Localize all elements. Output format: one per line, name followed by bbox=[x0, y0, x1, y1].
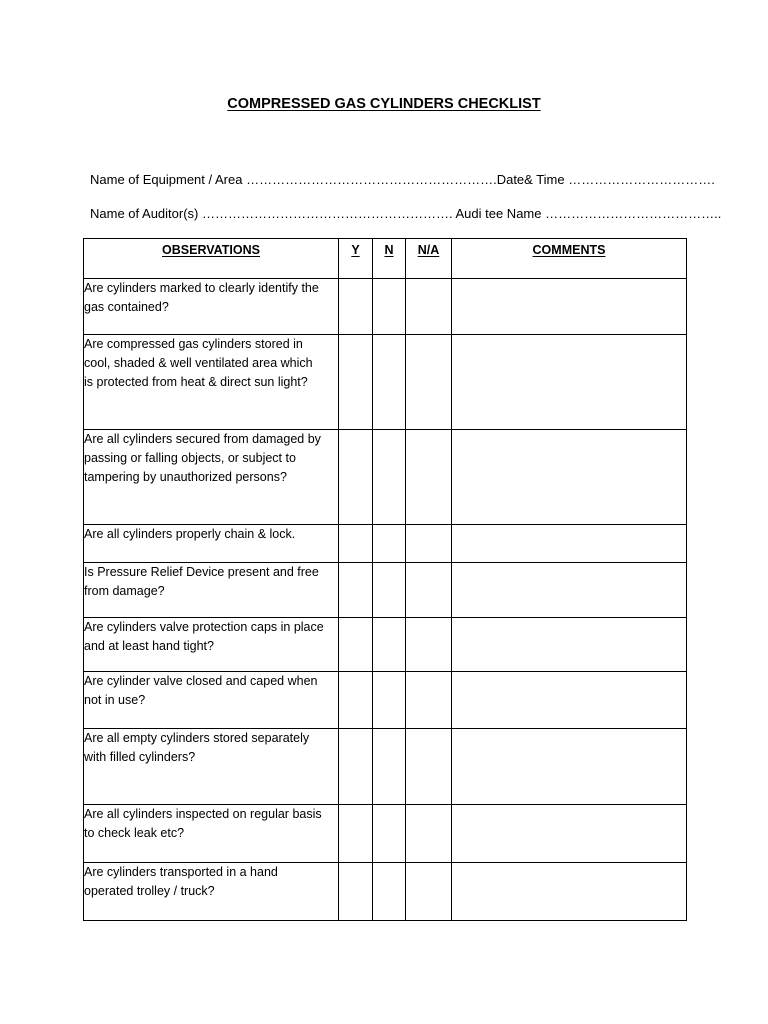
comments-cell[interactable] bbox=[452, 618, 687, 672]
table-row bbox=[84, 525, 687, 563]
table-row bbox=[84, 618, 687, 672]
y-check-cell[interactable] bbox=[339, 430, 373, 525]
observation-cell: Is Pressure Relief Device present and free from damage? bbox=[84, 563, 339, 618]
table-row bbox=[84, 335, 687, 430]
document-title-text: COMPRESSED GAS CYLINDERS CHECKLIST bbox=[227, 96, 541, 112]
header-row bbox=[84, 239, 687, 279]
header-observations: OBSERVATIONS bbox=[84, 239, 339, 279]
observation-cell: Are all cylinders secured from damaged by passing or falling objects, or subject to tampering by unauthorized persons? bbox=[84, 430, 339, 525]
comments-cell[interactable] bbox=[452, 805, 687, 863]
observation-cell: Are all cylinders inspected on regular basis to check leak etc? bbox=[84, 805, 339, 863]
auditor-auditee-line: Name of Auditor(s) …………………………………………………. Audi tee Name ………………………………….. bbox=[90, 206, 722, 221]
header-y: Y bbox=[339, 239, 373, 279]
na-check-cell[interactable] bbox=[406, 672, 452, 729]
observation-cell: Are cylinders transported in a hand operated trolley / truck? bbox=[84, 863, 339, 921]
n-check-cell[interactable] bbox=[373, 805, 406, 863]
n-check-cell[interactable] bbox=[373, 863, 406, 921]
y-check-cell[interactable] bbox=[339, 563, 373, 618]
observation-cell: Are all cylinders properly chain & lock. bbox=[84, 525, 339, 563]
table-row bbox=[84, 430, 687, 525]
y-check-cell[interactable] bbox=[339, 618, 373, 672]
comments-cell[interactable] bbox=[452, 430, 687, 525]
table-row bbox=[84, 563, 687, 618]
n-check-cell[interactable] bbox=[373, 563, 406, 618]
n-check-cell[interactable] bbox=[373, 672, 406, 729]
n-check-cell[interactable] bbox=[373, 279, 406, 335]
y-check-cell[interactable] bbox=[339, 729, 373, 805]
na-check-cell[interactable] bbox=[406, 563, 452, 618]
table-row bbox=[84, 672, 687, 729]
header-na: N/A bbox=[406, 239, 452, 279]
table-row bbox=[84, 805, 687, 863]
y-check-cell[interactable] bbox=[339, 525, 373, 563]
na-check-cell[interactable] bbox=[406, 729, 452, 805]
comments-cell[interactable] bbox=[452, 729, 687, 805]
n-check-cell[interactable] bbox=[373, 335, 406, 430]
na-check-cell[interactable] bbox=[406, 805, 452, 863]
observation-cell: Are cylinders marked to clearly identify the gas contained? bbox=[84, 279, 339, 335]
na-check-cell[interactable] bbox=[406, 335, 452, 430]
n-check-cell[interactable] bbox=[373, 729, 406, 805]
n-check-cell[interactable] bbox=[373, 618, 406, 672]
y-check-cell[interactable] bbox=[339, 335, 373, 430]
y-check-cell[interactable] bbox=[339, 279, 373, 335]
na-check-cell[interactable] bbox=[406, 863, 452, 921]
y-check-cell[interactable] bbox=[339, 863, 373, 921]
n-check-cell[interactable] bbox=[373, 525, 406, 563]
table-row bbox=[84, 729, 687, 805]
comments-cell[interactable] bbox=[452, 335, 687, 430]
comments-cell[interactable] bbox=[452, 563, 687, 618]
equipment-date-time-line: Name of Equipment / Area ………………………………………………….Date& Time ……………………………. bbox=[90, 172, 715, 187]
y-check-cell[interactable] bbox=[339, 805, 373, 863]
na-check-cell[interactable] bbox=[406, 430, 452, 525]
observation-cell: Are cylinder valve closed and caped when not in use? bbox=[84, 672, 339, 729]
header-comments: COMMENTS bbox=[452, 239, 687, 279]
observation-cell: Are compressed gas cylinders stored in cool, shaded & well ventilated area which is protected from heat & direct sun light? bbox=[84, 335, 339, 430]
checklist-table bbox=[83, 238, 687, 921]
comments-cell[interactable] bbox=[452, 279, 687, 335]
comments-cell[interactable] bbox=[452, 672, 687, 729]
comments-cell[interactable] bbox=[452, 863, 687, 921]
header-n: N bbox=[373, 239, 406, 279]
observation-cell: Are cylinders valve protection caps in place and at least hand tight? bbox=[84, 618, 339, 672]
document-title bbox=[0, 94, 768, 114]
observation-cell: Are all empty cylinders stored separately with filled cylinders? bbox=[84, 729, 339, 805]
table-row bbox=[84, 863, 687, 921]
table-row bbox=[84, 279, 687, 335]
na-check-cell[interactable] bbox=[406, 279, 452, 335]
na-check-cell[interactable] bbox=[406, 525, 452, 563]
n-check-cell[interactable] bbox=[373, 430, 406, 525]
y-check-cell[interactable] bbox=[339, 672, 373, 729]
na-check-cell[interactable] bbox=[406, 618, 452, 672]
comments-cell[interactable] bbox=[452, 525, 687, 563]
